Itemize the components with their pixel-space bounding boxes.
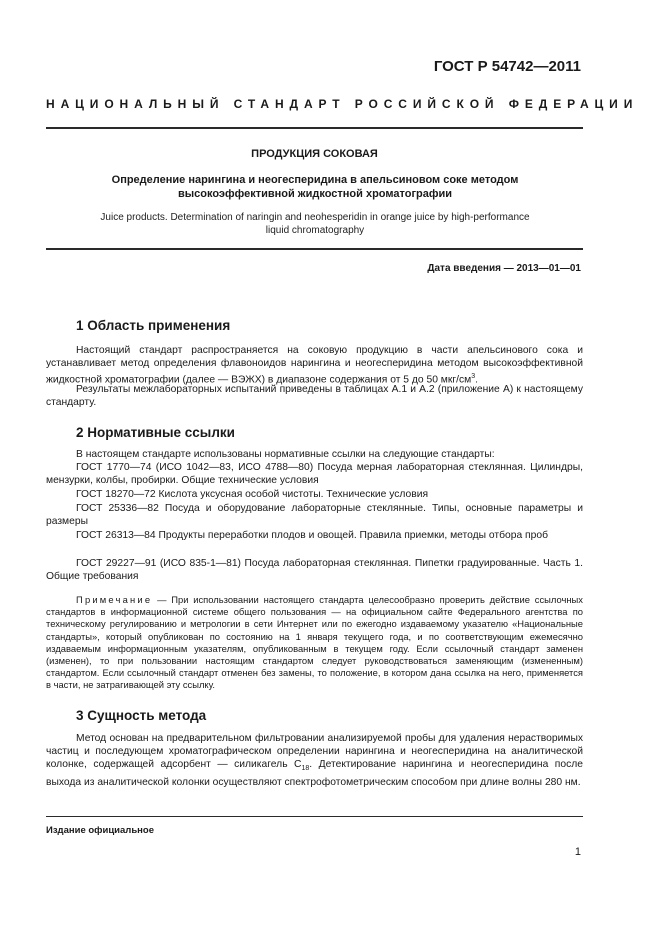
document-subtitle: Определение нарингина и неогесперидина в апельсиновом соке методом высокоэффективной жидкостной хроматографии	[111, 174, 519, 200]
english-title: Juice products. Determination of naringin and neohesperidin in orange juice by high-performance liquid chromatography	[100, 212, 530, 236]
section-1-paragraph-1: Настоящий стандарт распространяется на соковую продукцию в части апельсинового сока и устанавливает метод определения флавоноидов нарингина и неогесперидина методом высокоэффективной жидкостной хроматографии (далее — ВЭЖХ) в диапазоне содержания от 5 до 50 мкг/$см^3$.	[46, 345, 583, 386]
section-1-heading: 1 Область применения	[76, 318, 231, 333]
reference-item: ГОСТ 18270—72 Кислота уксусная особой чистоты. Технические условия	[76, 489, 429, 500]
reference-item: ГОСТ 1770—74 (ИСО 1042—83, ИСО 4788—80) Посуда мерная лабораторная стеклянная. Цилиндры, мензурки, колбы, пробирки. Общие технические условия	[46, 462, 583, 487]
reference-item: ГОСТ 26313—84 Продукты переработки плодов и овощей. Правила приемки, методы отбора проб	[76, 530, 548, 541]
note-label: Примечание	[76, 594, 153, 605]
official-edition-label: Издание официальное	[46, 825, 154, 836]
document-title: ПРОДУКЦИЯ СОКОВАЯ	[251, 148, 378, 160]
section-2-heading: 2 Нормативные ссылки	[76, 425, 235, 440]
reference-item: ГОСТ 25336—82 Посуда и оборудование лабораторные стеклянные. Типы, основные параметры и размеры	[46, 503, 583, 528]
section-2-intro: В настоящем стандарте использованы нормативные ссылки на следующие стандарты:	[76, 449, 495, 460]
title-divider	[46, 248, 583, 250]
introduction-date: Дата введения — 2013—01—01	[427, 263, 581, 274]
reference-item: ГОСТ 29227—91 (ИСО 835-1—81) Посуда лабораторная стеклянная. Пипетки градуированные. Часть 1. Общие требования	[46, 558, 583, 583]
page-number: 1	[574, 846, 581, 858]
national-standard-banner: НАЦИОНАЛЬНЫЙ СТАНДАРТ РОССИЙСКОЙ ФЕДЕРАЦИИ	[46, 97, 639, 111]
references-note: Примечание — При использовании настоящего стандарта целесообразно проверить действие ссылочных стандартов в информационной системе общего пользования — на официальном сайте Федерального агентства по техническому регулированию и метрологии в сети Интернет или по ежегодно издаваемому указателю «Национальные стандарты», который опубликован по состоянию на 1 января текущего года, и по соответствующим ежемесячно издаваемым информационным указателям, опубликованным в текущем году. Если ссылочный стандарт заменен (изменен), то при пользовании настоящим стандартом следует руководствоваться заменяющим (измененным) стандартом. Если ссылочный стандарт отменен без замены, то положение, в котором дана ссылка на него, применяется в части, не затрагивающей эту ссылку.	[46, 594, 583, 691]
footer-divider	[46, 816, 583, 817]
top-divider	[46, 127, 583, 129]
section-3-paragraph: Метод основан на предварительном фильтровании анализируемой пробы для удаления нерастворимых частиц и последующем хроматографическом определении нарингина и неогесперидина на аналитической колонке, содержащей адсорбент — силикагель $C_{18}$. Детектирование нарингина и неогесперидина после выхода из аналитической колонки осуществляют спектрофотометрическим способом при длине волны 280 нм.	[46, 733, 583, 788]
document-code: ГОСТ Р 54742—2011	[433, 58, 581, 75]
section-3-heading: 3 Сущность метода	[76, 708, 207, 723]
section-1-paragraph-2: Результаты межлабораторных испытаний приведены в таблицах А.1 и А.2 (приложение А) к настоящему стандарту.	[46, 384, 583, 409]
